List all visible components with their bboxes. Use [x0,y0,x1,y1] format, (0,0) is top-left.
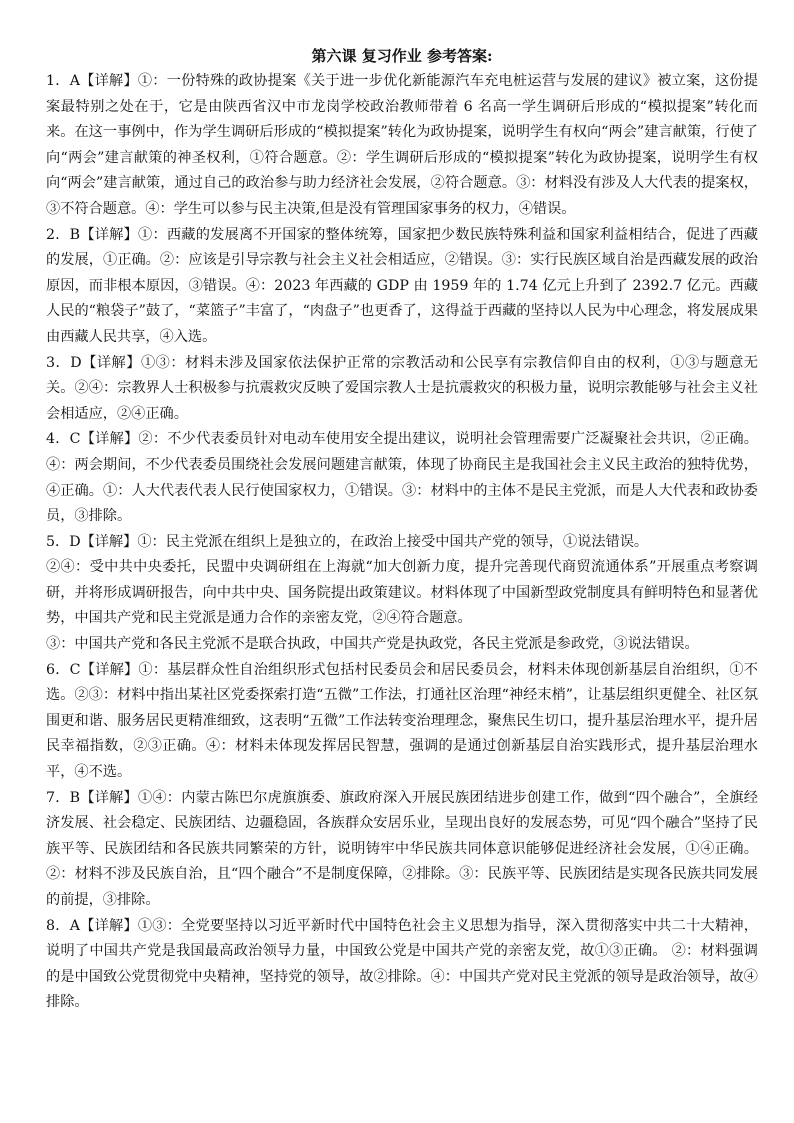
answer-8: 8．A【详解】①③：全党要坚持以习近平新时代中国特色社会主义思想为指导，深入贯彻落实中共二十大精神，说明了中国共产党是我国最高政治领导力量，中国致公党是中国共产党的亲密友党，故①③正确。 ②：材料强调的是中国致公党贯彻党中央精神，坚持党的领导，故②排除。④：中国共产党对民主党派的领导是政治领导，故④排除。 [46,917,758,1011]
answer-2: 2．B【详解】①：西藏的发展离不开国家的整体统筹，国家把少数民族特殊利益和国家利益相结合，促进了西藏的发展，①正确。②：应该是引导宗教与社会主义社会相适应，②错误。③：实行民族区域自治是西藏发展的政治原因，而非根本原因，③错误。④：2023 年西藏的 GDP 由 1959 年的 1.74 亿元上升到了 2392.7 亿元。西藏人民的“粮袋子”鼓了，“菜篮子”丰富了，“肉盘子”也更香了，这得益于西藏的坚持以人民为中心理念，将发展成果由西藏人民共享，④入选。 [46,226,758,345]
answer-5-part-3: ③：中国共产党和各民主党派不是联合执政，中国共产党是执政党，各民主党派是参政党，③说法错误。 [46,636,699,653]
answer-7: 7．B【详解】①④：内蒙古陈巴尔虎旗旗委、旗政府深入开展民族团结进步创建工作，做到“四个融合”，全旗经济发展、社会稳定、民族团结、边疆稳固，各族群众安居乐业，呈现出良好的发展态势，可见“四个融合”坚持了民族平等、民族团结和各民族共同繁荣的方针，说明铸牢中华民族共同体意识能够促进经济社会发展，①④正确。②：材料不涉及民族自治，且“四个融合”不是制度保障，②排除。③：民族平等、民族团结是实现各民族共同发展的前提，③排除。 [46,789,758,908]
answer-5: 5．D【详解】①：民主党派在组织上是独立的，在政治上接受中国共产党的领导，①说法错误。 [46,533,649,550]
answer-1: 1．A【详解】①：一份特殊的政协提案《关于进一步优化新能源汽车充电桩运营与发展的建议》被立案，这份提案最特别之处在于，它是由陕西省汉中市龙岗学校政治教师带着 6 名高一学生调研后形成的“模拟提案”转化而来。在这一事例中，作为学生调研后形成的“模拟提案”转化为政协提案，说明学生有权向“两会”建言献策，行使了向“两会”建言献策的神圣权利，①符合题意。②：学生调研后形成的“模拟提案”转化为政协提案，说明学生有权向“两会”建言献策，通过自己的政治参与助力经济社会发展，②符合题意。③：材料没有涉及人大代表的提案权，③不符合题意。④：学生可以参与民主决策,但是没有管理国家事务的权力，④错误。 [46,73,758,217]
answer-3: 3．D【详解】①③：材料未涉及国家依法保护正常的宗教活动和公民享有宗教信仰自由的权利，①③与题意无关。②④：宗教界人士积极参与抗震救灾反映了爱国宗教人士是抗震救灾的积极力量，说明宗教能够与社会主义社会相适应，②④正确。 [46,354,758,422]
answer-6: 6．C【详解】①：基层群众性自治组织形式包括村民委员会和居民委员会，材料未体现创新基层自治组织，①不选。②③：材料中指出某社区党委探索打造“五微”工作法，打通社区治理“神经末梢”，让基层组织更健全、社区氛围更和谐、服务居民更精准细致，这表明“五微”工作法转变治理理念，聚焦民生切口，提升基层治理水平，提升居民幸福指数，②③正确。④：材料未体现发挥居民智慧，强调的是通过创新基层自治实践形式，提升基层治理水平，④不选。 [46,661,758,781]
answer-4: 4．C【详解】②：不少代表委员针对电动车使用安全提出建议，说明社会管理需要广泛凝聚社会共识，②正确。④：两会期间，不少代表委员围绕社会发展问题建言献策，体现了协商民主是我国社会主义民主政治的独特优势，④正确。①：人大代表代表人民行使国家权力，①错误。③：材料中的主体不是民主党派，而是人大代表和政协委员，③排除。 [46,431,758,525]
page-title: 第六课 复习作业 参考答案: [311,47,493,65]
answer-5-part-2: ②④：受中共中央委托，民盟中央调研组在上海就“加大创新力度，提升完善现代商贸流通体系”开展重点考察调研，并将形成调研报告，向中共中央、国务院提出政策建议。材料体现了中国新型政党制度具有鲜明特色和显著优势，中国共产党和民主党派是通力合作的亲密友党，②④符合题意。 [46,559,758,627]
answer-list [46,69,758,1016]
